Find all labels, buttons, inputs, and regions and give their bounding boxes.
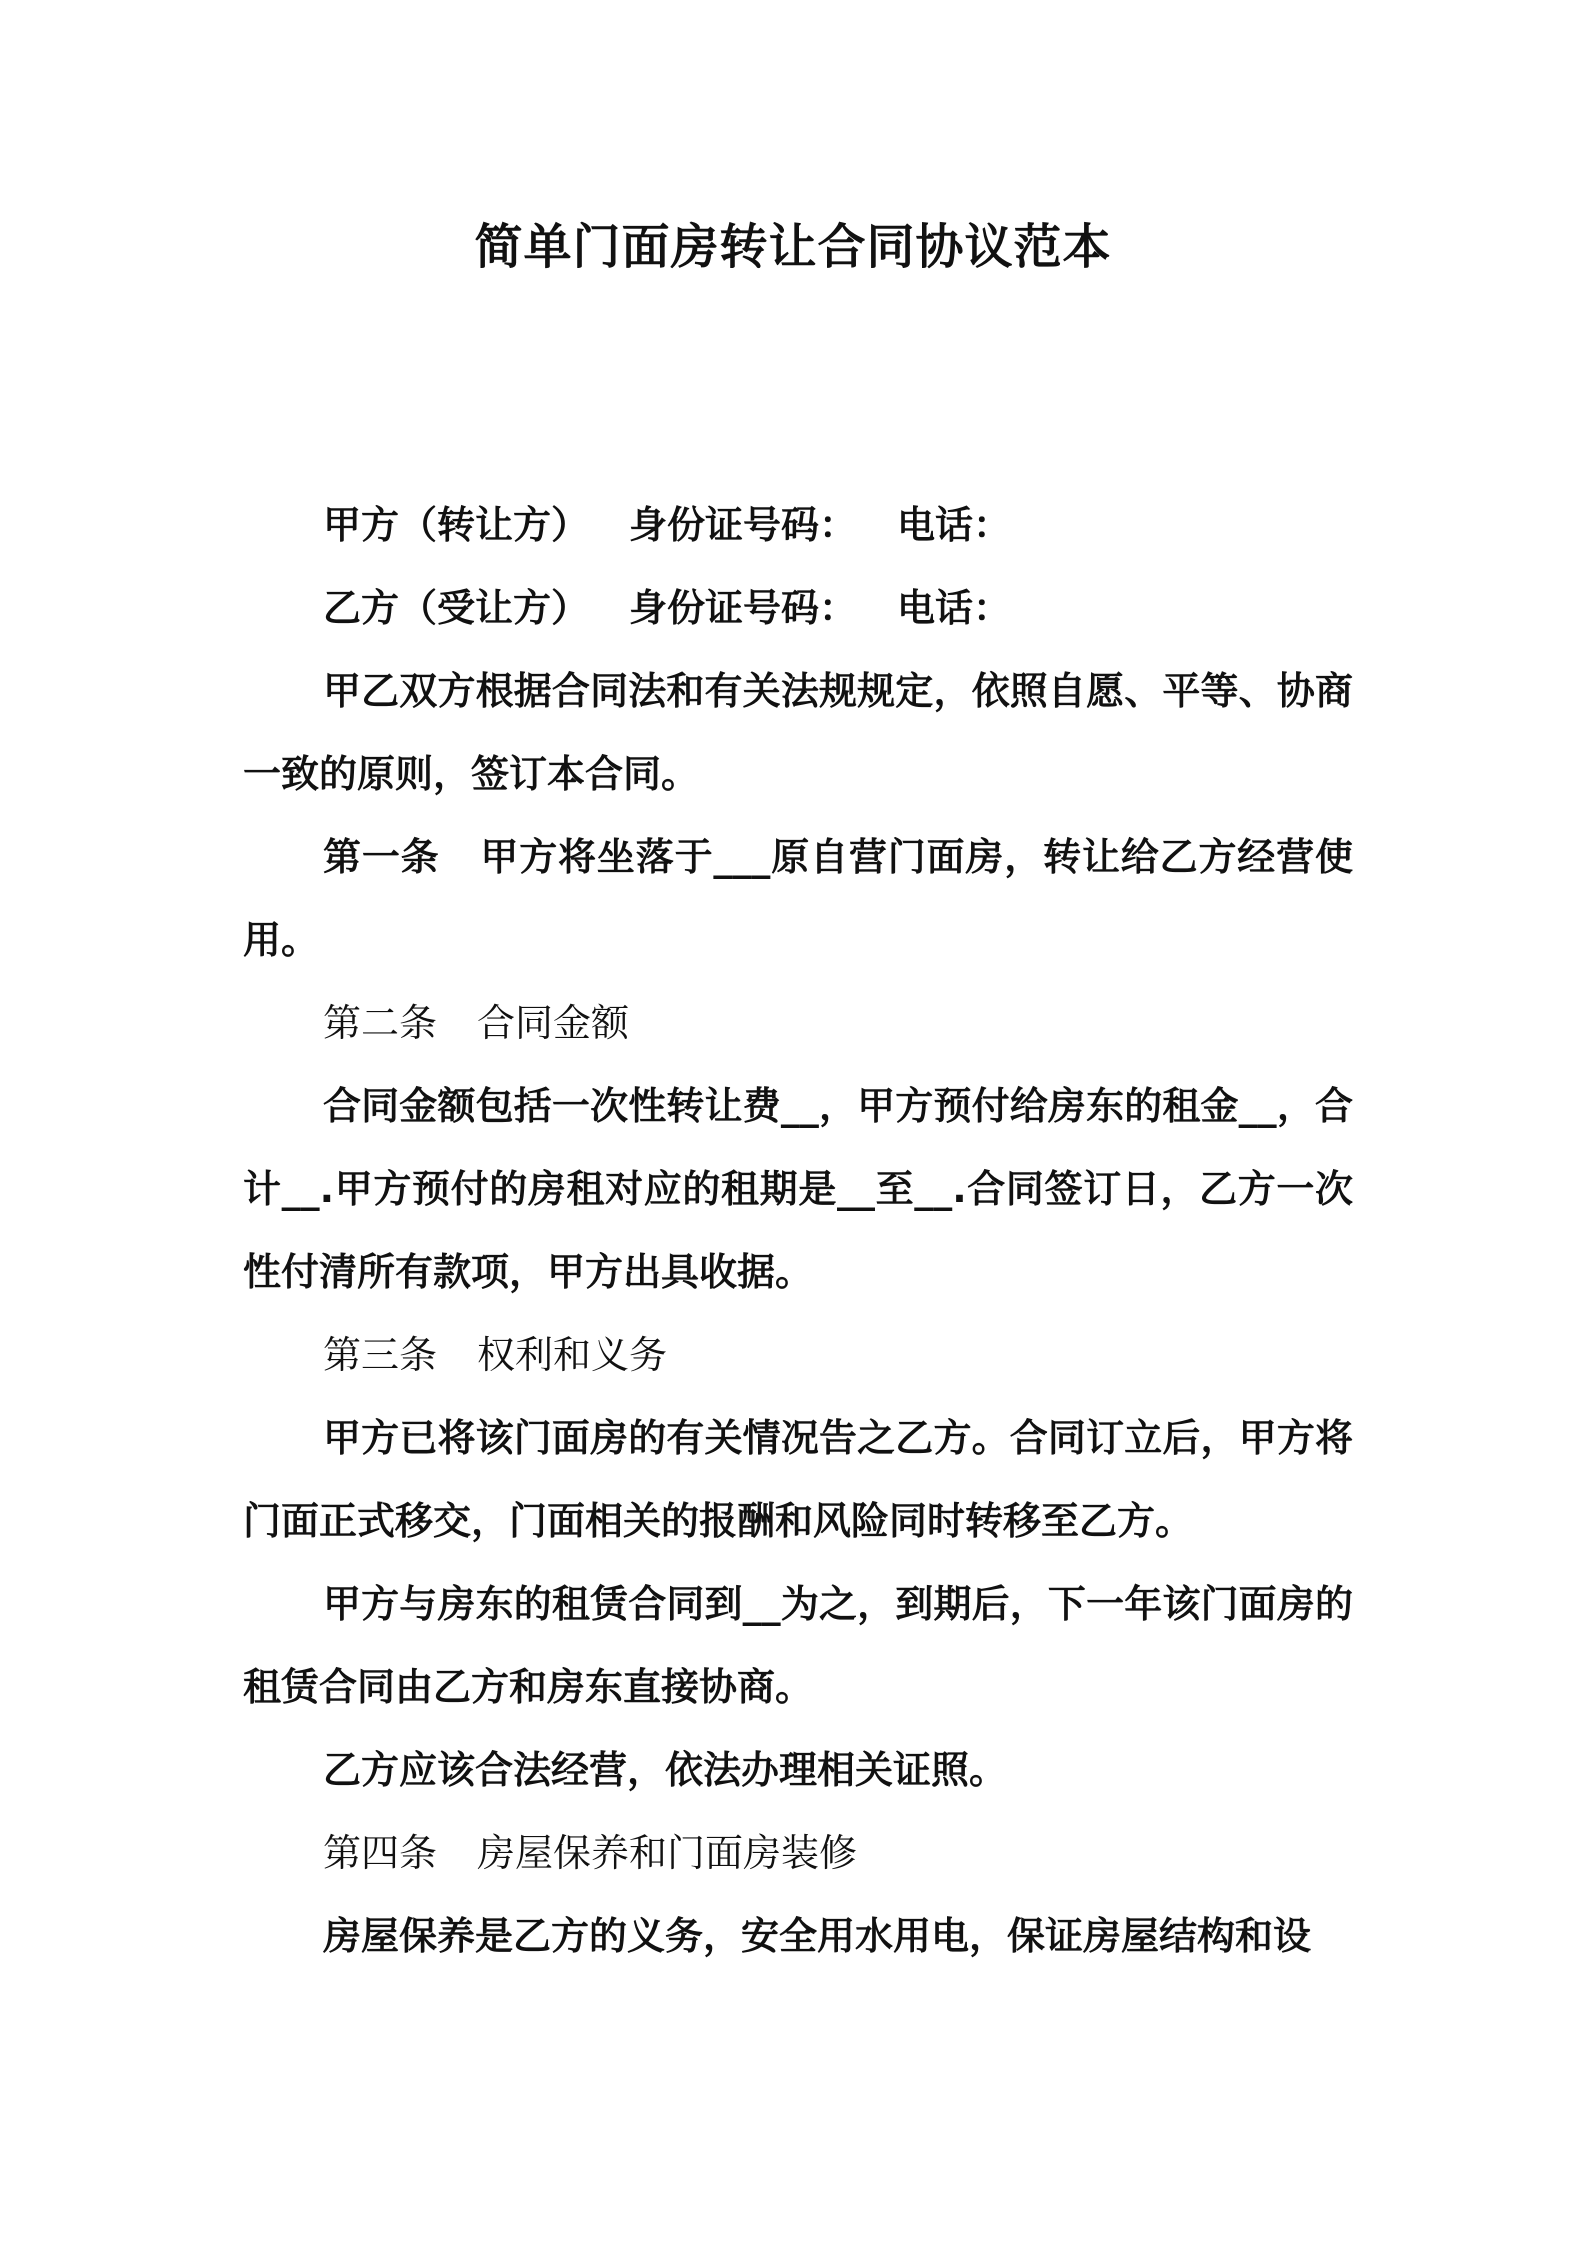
- party-b-label: 乙方（受让方）: [323, 586, 590, 630]
- article-3-paragraph-3: 乙方应该合法经营，依法办理相关证照。: [323, 1748, 1008, 1792]
- party-a-id-label: 身份证号码：: [629, 503, 858, 547]
- article-4-title: 房屋保养和门面房装修: [477, 1831, 858, 1875]
- party-b-phone-label: 电话：: [897, 586, 1012, 630]
- article-2-text: 合同金额包括一次性转让费__，甲方预付给房东的租金__，合计__.甲方预付的房租对应的租期是__至__.合同签订日，乙方一次性付清所有款项，甲方出具收据。: [243, 1084, 1353, 1294]
- party-a-phone-label: 电话：: [897, 503, 1012, 547]
- article-3-title: 权利和义务: [477, 1333, 668, 1377]
- article-4-heading: [243, 1812, 1353, 1895]
- party-b-line: [243, 567, 1353, 650]
- document-title: 简单门面房转让合同协议范本: [474, 219, 1112, 275]
- article-4-label: 第四条: [323, 1831, 438, 1875]
- article-3-heading: [243, 1314, 1353, 1397]
- intro-paragraph: 甲乙双方根据合同法和有关法规规定，依照自愿、平等、协商一致的原则，签订本合同。: [243, 669, 1353, 796]
- article-2-label: 第二条: [323, 1001, 438, 1045]
- article-1-label: 第一条: [323, 835, 440, 879]
- party-a-label: 甲方（转让方）: [323, 503, 590, 547]
- article-2-heading: [243, 982, 1353, 1065]
- article-3-paragraph-1: 甲方已将该门面房的有关情况告之乙方。合同订立后，甲方将门面正式移交，门面相关的报酬和风险同时转移至乙方。: [243, 1416, 1353, 1543]
- article-1-text: 甲方将坐落于___原自营门面房，转让给乙方经营使用。: [243, 835, 1353, 962]
- article-2-title: 合同金额: [477, 1001, 630, 1045]
- article-3-label: 第三条: [323, 1333, 438, 1377]
- party-a-line: [243, 484, 1353, 567]
- document-body: [243, 484, 1353, 1978]
- article-1: [243, 816, 1353, 982]
- party-b-id-label: 身份证号码：: [629, 586, 858, 630]
- article-3-paragraph-2: 甲方与房东的租赁合同到__为之，到期后，下一年该门面房的租赁合同由乙方和房东直接协商。: [243, 1582, 1353, 1709]
- article-4-paragraph-1: 房屋保养是乙方的义务，安全用水用电，保证房屋结构和设: [323, 1914, 1312, 1958]
